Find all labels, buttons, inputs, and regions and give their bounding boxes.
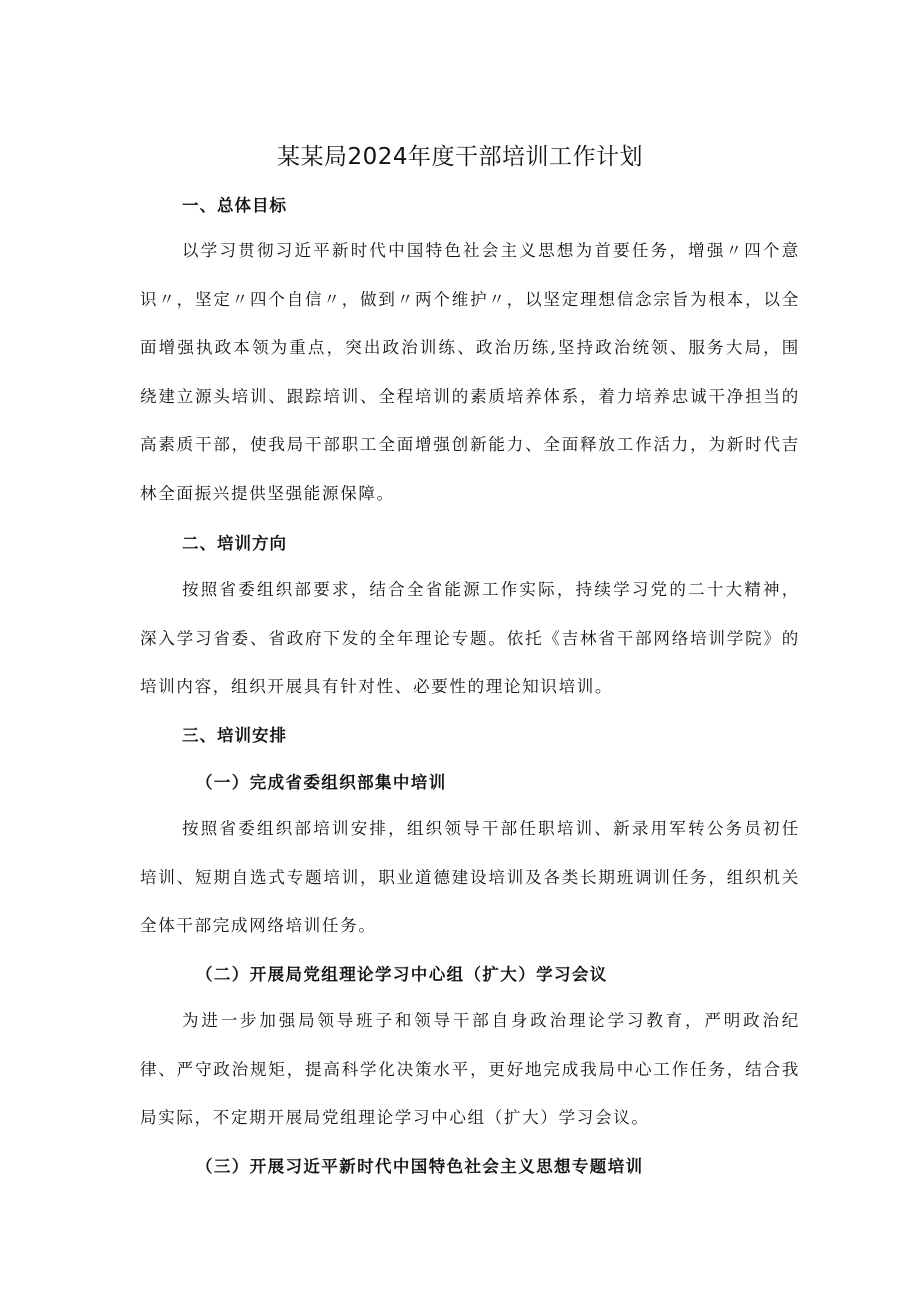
section-paragraph-goals: 以学习贯彻习近平新时代中国特色社会主义思想为首要任务，增强〃四个意识〃，坚定〃四个自信〃，做到〃两个维护〃，以坚定理想信念宗旨为根本，以全面增强执政本领为重点，突出政治训练、政治历练,坚持政治统领、服务大局，围绕建立源头培训、跟踪培训、全程培训的素质培养体系，着力培养忠诚干净担当的高素质干部，使我局干部职工全面增强创新能力、全面释放工作活力，为新时代吉林全面振兴提供坚强能源保障。 xyxy=(140,241,800,503)
subsection-heading-provincial-training: （一）完成省委组织部集中培训 xyxy=(196,773,447,792)
subsection-heading-thought-training: （三）开展习近平新时代中国特色社会主义思想专题培训 xyxy=(196,1157,644,1176)
section-heading-direction: 二、培训方向 xyxy=(182,534,287,553)
document-title: 某某局2024年度干部培训工作计划 xyxy=(276,144,644,170)
section-heading-arrangement: 三、培训安排 xyxy=(182,726,287,745)
section-paragraph-direction: 按照省委组织部要求，结合全省能源工作实际，持续学习党的二十大精神，深入学习省委、省政府下发的全年理论专题。依托《吉林省干部网络培训学院》的培训内容，组织开展具有针对性、必要性的理论知识培训。 xyxy=(140,580,800,696)
subsection-paragraph-study-meeting: 为进一步加强局领导班子和领导干部自身政治理论学习教育，严明政治纪律、严守政治规矩，提高科学化决策水平，更好地完成我局中心工作任务，结合我局实际，不定期开展局党组理论学习中心组（扩大）学习会议。 xyxy=(140,1011,800,1127)
section-heading-goals: 一、总体目标 xyxy=(182,196,287,215)
subsection-heading-study-meeting: （二）开展局党组理论学习中心组（扩大）学习会议 xyxy=(196,965,608,984)
subsection-paragraph-provincial-training: 按照省委组织部培训安排，组织领导干部任职培训、新录用军转公务员初任培训、短期自选式专题培训，职业道德建设培训及各类长期班调训任务，组织机关全体干部完成网络培训任务。 xyxy=(140,819,800,935)
